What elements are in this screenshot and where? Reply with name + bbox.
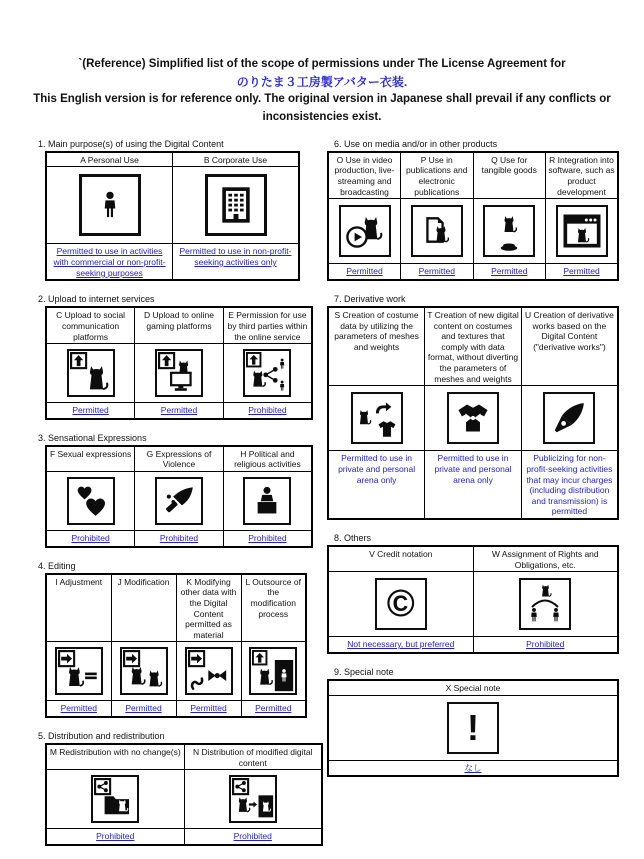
section-upload — [38, 294, 327, 420]
item-label: C Upload to social communication platforms — [46, 307, 135, 343]
left-column — [38, 139, 327, 859]
status-label: Publicizing for non-profit-seeking activities that may incur charges (including distribution and transmission) is permitted — [521, 451, 618, 519]
section-1-table — [45, 151, 300, 282]
item-label: K Modifying other data with the Digital Content permitted as material — [176, 574, 241, 642]
icon-cell — [135, 472, 224, 531]
outsource-icon — [249, 647, 297, 695]
section-others — [327, 533, 623, 654]
section-7-table — [327, 306, 619, 520]
icon-cell — [176, 642, 241, 701]
icon-cell — [111, 642, 176, 701]
status-label: Prohibited — [46, 531, 135, 547]
icon-cell — [473, 572, 618, 637]
section-9-table — [327, 679, 619, 777]
item-label: R Integration into software, such as product development — [546, 152, 619, 199]
section-heading: 1. Main purpose(s) of using the Digital Content — [38, 138, 224, 149]
podium-icon — [243, 477, 291, 525]
right-column — [327, 139, 623, 859]
icon-cell — [425, 386, 522, 451]
status-label: Permitted — [241, 701, 306, 717]
pen-icon — [543, 392, 595, 444]
icon-cell — [473, 199, 546, 264]
icon-cell — [546, 199, 619, 264]
icon-cell — [173, 167, 300, 244]
title-product-name-jp: のりたま３工房製アバター衣装. — [236, 75, 408, 90]
section-heading: 4. Editing — [38, 560, 76, 571]
section-heading: 3. Sensational Expressions — [38, 432, 147, 443]
status-label: Not necessary, but preferred — [328, 637, 473, 653]
tangible-goods-icon — [483, 205, 535, 257]
status-label: Prohibited — [473, 637, 618, 653]
icon-cell — [223, 344, 312, 403]
icon-cell — [46, 167, 173, 244]
item-label: G Expressions of Violence — [135, 446, 224, 472]
status-label: Prohibited — [46, 829, 184, 845]
item-label: T Creation of new digital content on costumes and textures that comply with data format, without diverting the parameters of meshes and weights — [425, 307, 522, 386]
new-content-icon — [447, 392, 499, 444]
section-2-table — [45, 306, 313, 420]
item-label: S Creation of costume data by utilizing the parameters of meshes and weights — [328, 307, 425, 386]
item-label: X Special note — [328, 680, 618, 695]
section-derivative — [327, 294, 623, 520]
status-label: Permitted — [111, 701, 176, 717]
item-label: P Use in publications and electronic publications — [401, 152, 474, 199]
building-icon — [205, 174, 267, 236]
item-label: J Modification — [111, 574, 176, 642]
icon-cell — [328, 386, 425, 451]
publication-icon — [411, 205, 463, 257]
status-label: Permitted — [546, 264, 619, 280]
item-label: U Creation of derivative works based on the Digital Content ("derivative works") — [521, 307, 618, 386]
status-label: Permitted — [46, 701, 111, 717]
status-label: Prohibited — [184, 829, 322, 845]
status-label: Permitted — [46, 403, 135, 419]
item-label: H Political and religious activities — [223, 446, 312, 472]
person-icon — [79, 174, 141, 236]
hearts-icon — [67, 477, 115, 525]
section-heading: 9. Special note — [334, 666, 394, 677]
status-label: Permitted to use in private and personal arena only — [425, 451, 522, 519]
item-label: O Use in video production, live-streaming and broadcasting — [328, 152, 401, 199]
icon-cell — [46, 344, 135, 403]
section-sensational — [38, 433, 327, 548]
section-heading: 2. Upload to internet services — [38, 294, 155, 305]
software-icon — [556, 205, 608, 257]
section-3-table — [45, 445, 313, 548]
section-editing — [38, 561, 327, 718]
section-media-use — [327, 139, 623, 281]
title-disclaimer: This English version is for reference only. The original version in Japanese shall prevail if any conflicts or inconsistencies exist. — [33, 93, 611, 123]
status-label: Permitted — [176, 701, 241, 717]
icon-cell — [223, 472, 312, 531]
item-label: E Permission for use by third parties within the online service — [223, 307, 312, 343]
title-line-1: `(Reference) Simplified list of the scope of permissions under The License Agreement for — [78, 58, 566, 70]
upload-gaming-icon — [155, 349, 203, 397]
section-heading: 5. Distribution and redistribution — [38, 731, 165, 741]
item-label: B Corporate Use — [173, 152, 300, 167]
modified-distribution-icon — [229, 775, 277, 823]
item-label: M Redistribution with no change(s) — [46, 744, 184, 770]
knife-icon — [155, 477, 203, 525]
status-label: Permitted — [328, 264, 401, 280]
section-distribution — [38, 731, 327, 846]
status-label: Permitted — [473, 264, 546, 280]
icon-cell — [46, 472, 135, 531]
section-heading: 6. Use on media and/or in other products — [334, 138, 498, 149]
video-production-icon — [339, 205, 391, 257]
section-6-table — [327, 151, 619, 281]
costume-data-icon — [351, 392, 403, 444]
icon-cell — [241, 642, 306, 701]
status-label: Prohibited — [223, 531, 312, 547]
icon-cell — [328, 695, 618, 760]
status-label: Prohibited — [223, 403, 312, 419]
modification-icon — [120, 647, 168, 695]
exclamation-icon: ! — [447, 702, 499, 754]
third-party-use-icon — [243, 349, 291, 397]
section-8-table — [327, 545, 619, 654]
upload-social-icon — [67, 349, 115, 397]
status-label: Permitted to use in activities with commercial or non-profit-seeking purposes — [46, 244, 173, 280]
section-special-note — [327, 667, 623, 777]
status-label: なし — [328, 760, 618, 776]
icon-cell — [401, 199, 474, 264]
item-label: I Adjustment — [46, 574, 111, 642]
item-label: D Upload to online gaming platforms — [135, 307, 224, 343]
assignment-icon — [519, 578, 571, 630]
section-heading: 7. Derivative work — [334, 293, 406, 304]
content-columns — [0, 139, 644, 859]
icon-cell — [328, 572, 473, 637]
item-label: W Assignment of Rights and Obligations, etc. — [473, 546, 618, 572]
icon-cell — [184, 770, 322, 829]
section-main-purpose — [38, 139, 327, 282]
icon-cell — [46, 770, 184, 829]
status-label: Permitted to use in non-profit-seeking activities only — [173, 244, 300, 280]
status-label: Permitted — [135, 403, 224, 419]
icon-cell — [521, 386, 618, 451]
copyright-icon: © — [375, 578, 427, 630]
icon-cell — [328, 199, 401, 264]
item-label: N Distribution of modified digital content — [184, 744, 322, 770]
item-label: Q Use for tangible goods — [473, 152, 546, 199]
icon-cell — [135, 344, 224, 403]
status-label: Permitted — [401, 264, 474, 280]
item-label: V Credit notation — [328, 546, 473, 572]
section-4-table — [45, 573, 307, 718]
item-label: A Personal Use — [46, 152, 173, 167]
redistribution-icon — [91, 775, 139, 823]
adjustment-icon — [55, 647, 103, 695]
section-heading: 8. Others — [334, 533, 372, 543]
item-label: F Sexual expressions — [46, 446, 135, 472]
status-label: Permitted to use in private and personal arena only — [328, 451, 425, 519]
document-title — [30, 0, 614, 126]
material-edit-icon — [185, 647, 233, 695]
status-label: Prohibited — [135, 531, 224, 547]
item-label: L Outsource of the modification process — [241, 574, 306, 642]
icon-cell — [46, 642, 111, 701]
section-5-table — [45, 743, 323, 846]
